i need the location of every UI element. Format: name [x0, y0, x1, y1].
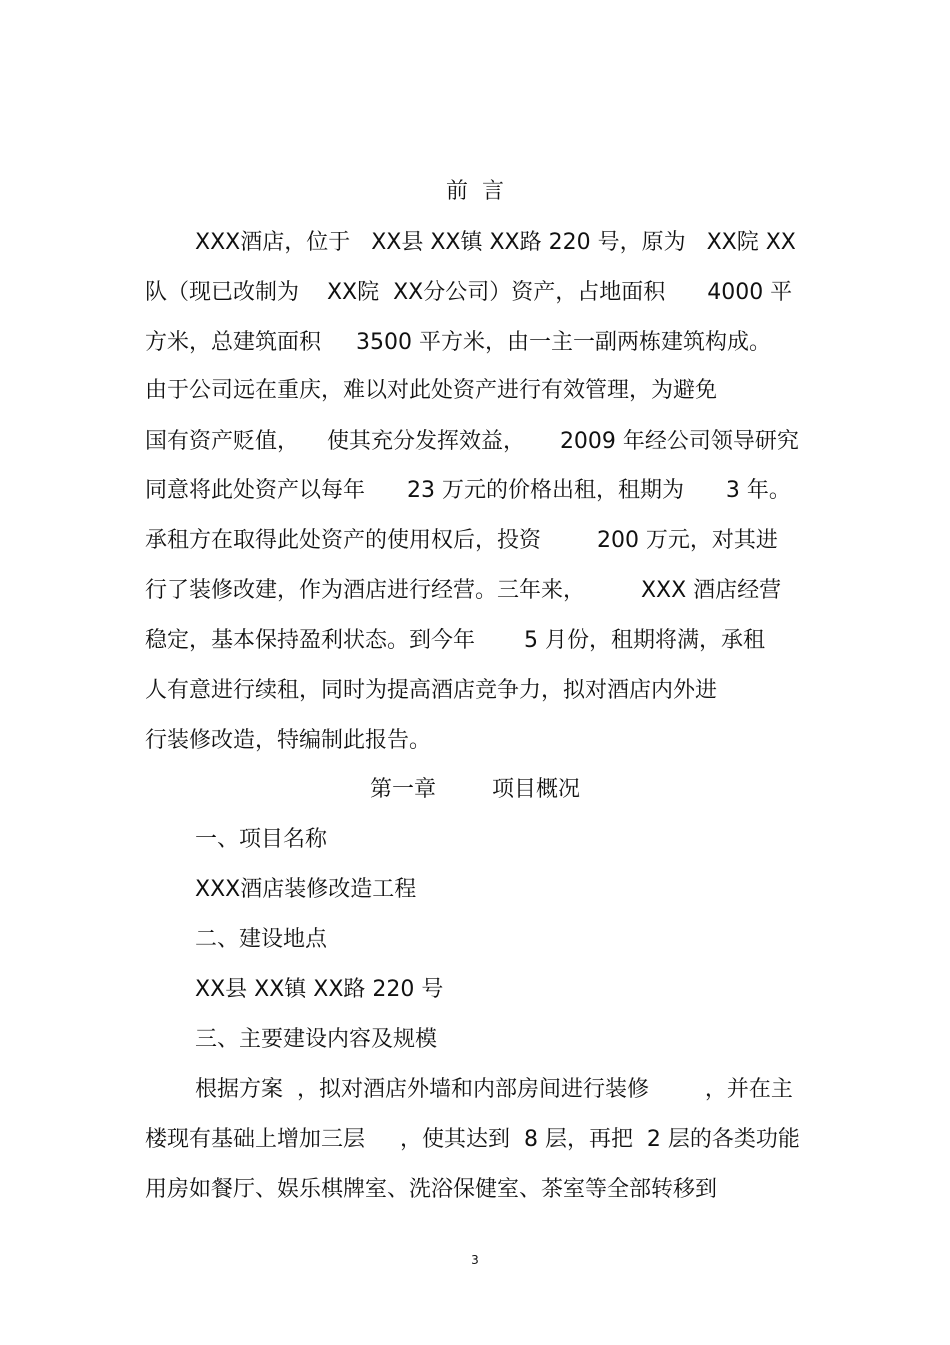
paragraph-line: 用房如餐厅、娱乐棋牌室、洗浴保健室、茶室等全部转移到 — [145, 1177, 718, 1202]
paragraph-line: 行了装修改建，作为酒店进行经营。三年来， XXX 酒店经营 — [145, 578, 782, 603]
paragraph-line: 楼现有基础上增加三层 ，使其达到 8 层，再把 2 层的各类功能 — [145, 1127, 800, 1152]
section-heading: 一、项目名称 — [195, 827, 328, 852]
paragraph-line: 同意将此处资产以每年 23 万元的价格出租，租期为 3 年。 — [145, 478, 791, 503]
paragraph-line: 由于公司远在重庆，难以对此处资产进行有效管理，为避免 — [145, 378, 718, 403]
paragraph-line: 根据方案 ，拟对酒店外墙和内部房间进行装修 ，并在主 — [195, 1077, 793, 1102]
paragraph-line: XXX酒店装修改造工程 — [195, 877, 417, 902]
page-number: 3 — [471, 1253, 479, 1267]
paragraph-line: XXX酒店，位于 XX县 XX镇 XX路 220 号，原为 XX院 XX — [195, 230, 796, 255]
paragraph-line: 队（现已改制为 XX院 XX分公司）资产，占地面积 4000 平 — [145, 280, 793, 305]
paragraph-line: 人有意进行续租，同时为提高酒店竞争力，拟对酒店内外进 — [145, 678, 718, 703]
paragraph-line: 承租方在取得此处资产的使用权后，投资 200 万元，对其进 — [145, 528, 778, 553]
paragraph-line: XX县 XX镇 XX路 220 号 — [195, 977, 444, 1002]
paragraph-line: 行装修改造，特编制此报告。 — [145, 728, 432, 753]
paragraph-line: 国有资产贬值， 使其充分发挥效益， 2009 年经公司领导研究 — [145, 429, 799, 454]
chapter-title: 第一章 项目概况 — [370, 777, 580, 802]
paragraph-line: 方米，总建筑面积 3500 平方米，由一主一副两栋建筑构成。 — [145, 330, 771, 355]
paragraph-line: 稳定，基本保持盈利状态。到今年 5 月份，租期将满，承租 — [145, 628, 765, 653]
preface-title: 前 言 — [446, 179, 504, 204]
section-heading: 三、主要建设内容及规模 — [195, 1027, 438, 1052]
section-heading: 二、建设地点 — [195, 927, 328, 952]
